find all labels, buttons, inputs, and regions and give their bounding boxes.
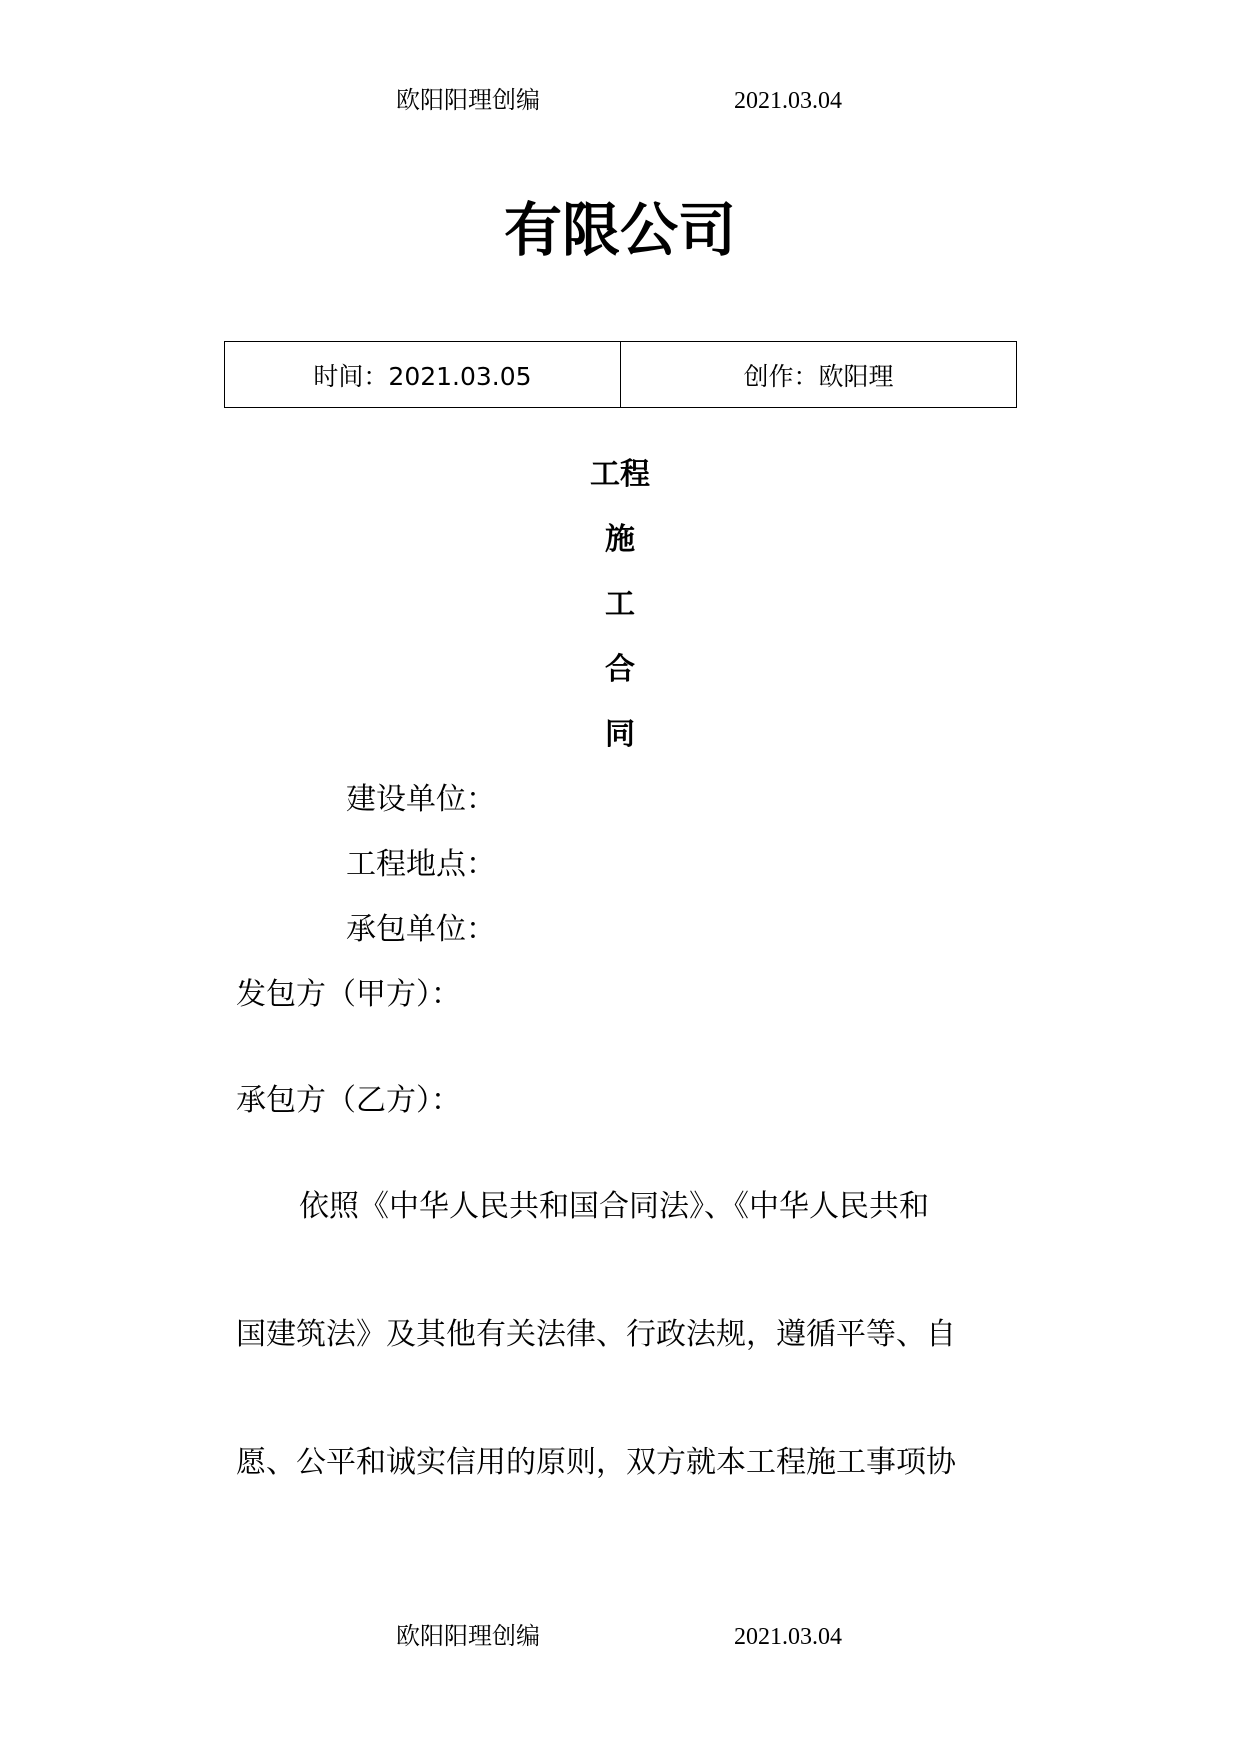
header-date: 2021.03.04 [734, 88, 842, 114]
meta-time: 时间：2021.03.05 [225, 342, 621, 408]
body-line-1: 依照《中华人民共和国合同法》、《中华人民共和 [299, 1189, 929, 1224]
doc-title-line-4: 合 [605, 652, 635, 687]
contractor-unit-label: 承包单位： [346, 912, 496, 947]
construction-unit-label: 建设单位： [346, 782, 496, 817]
doc-title-line-1: 工程 [590, 457, 650, 492]
doc-title-line-2: 施 [605, 522, 635, 557]
meta-table [224, 341, 1017, 408]
project-location-label: 工程地点： [346, 847, 496, 882]
party-a-label: 发包方（甲方）： [236, 977, 461, 1012]
doc-title-line-3: 工 [605, 587, 635, 622]
doc-title-line-5: 同 [605, 717, 635, 752]
party-b-label: 承包方（乙方）： [236, 1083, 461, 1118]
body-line-3: 愿、公平和诚实信用的原则，双方就本工程施工事项协 [236, 1445, 956, 1480]
company-title: 有限公司 [503, 196, 736, 264]
footer-author: 欧阳阳理创编 [396, 1624, 540, 1650]
meta-creator: 创作：欧阳理 [621, 342, 1017, 408]
footer-date: 2021.03.04 [734, 1624, 842, 1650]
header-author: 欧阳阳理创编 [396, 88, 540, 114]
body-line-2: 国建筑法》及其他有关法律、行政法规，遵循平等、自 [236, 1317, 956, 1352]
